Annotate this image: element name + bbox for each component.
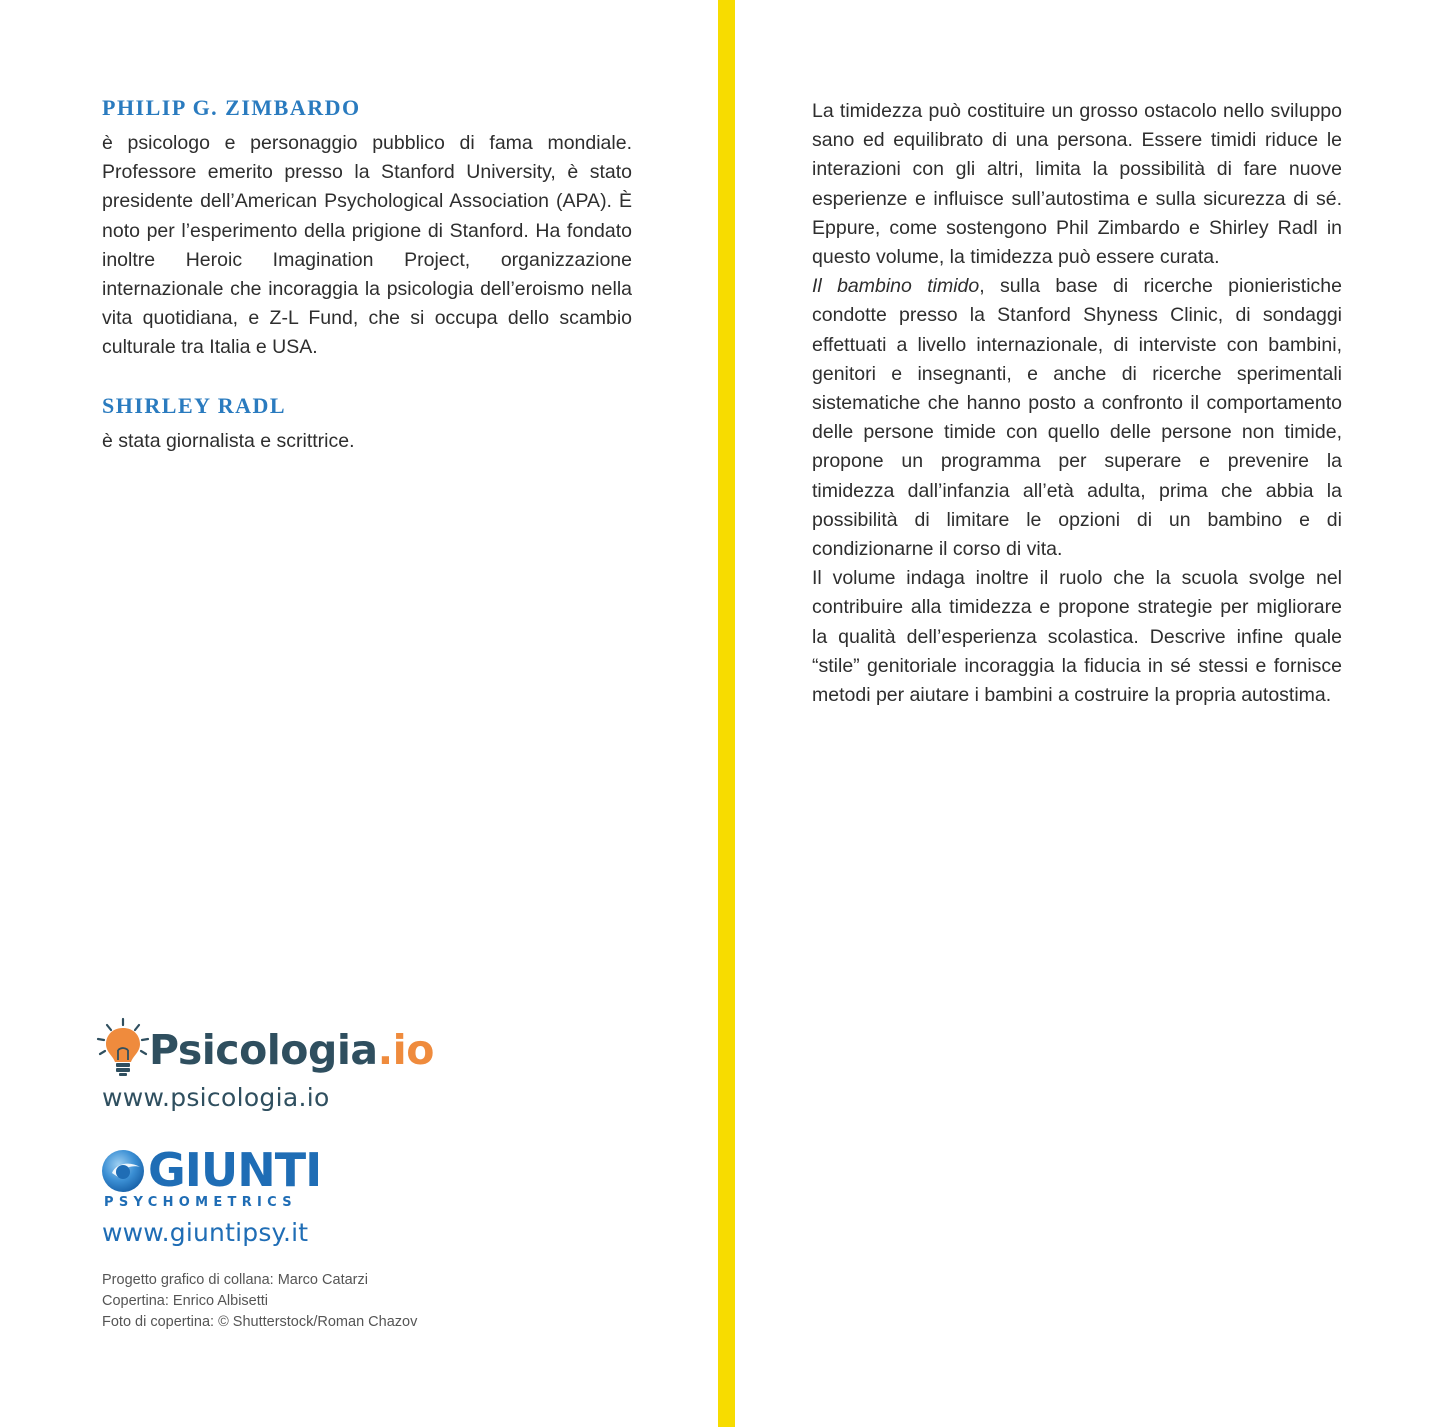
description-paragraph-1: La timidezza può costituire un grosso ostacolo nello sviluppo sano ed equilibrato di una persona. Essere timidi riduce le interazioni con gli altri, limita la possibilità di fare nuove esperienze e influisce sull’autostima e sulla sicurezza di sé. Eppure, come sostengono Phil Zimbardo e Shirley Radl in questo volume, la timidezza può essere curata. bbox=[812, 100, 1342, 269]
book-description bbox=[812, 97, 1342, 710]
yellow-divider bbox=[718, 0, 735, 1427]
book-title: Il bambino timido bbox=[812, 275, 980, 298]
giunti-subtitle: PSYCHOMETRICS bbox=[104, 1195, 297, 1210]
psicologia-url[interactable]: www.psicologia.io bbox=[102, 1083, 330, 1112]
description-paragraph-2 bbox=[812, 272, 1342, 564]
credits bbox=[102, 1270, 417, 1333]
giunti-url[interactable]: www.giuntipsy.it bbox=[102, 1218, 309, 1247]
credit-line: Foto di copertina: © Shutterstock/Roman Chazov bbox=[102, 1314, 418, 1330]
credit-line: Progetto grafico di collana: Marco Catarzi bbox=[102, 1272, 368, 1288]
giunti-wordmark: GIUNTI bbox=[148, 1143, 322, 1197]
author2-bio: è stata giornalista e scrittrice. bbox=[102, 429, 355, 452]
lightbulb-icon bbox=[94, 1016, 150, 1082]
globe-icon bbox=[100, 1147, 148, 1193]
author-bios bbox=[102, 95, 632, 456]
author2-name: SHIRLEY RADL bbox=[102, 392, 287, 418]
description-paragraph-3: Il volume indaga inoltre il ruolo che la scuola svolge nel contribuire alla timidezza e propone strategie per migliorare la qualità dell’esperienza scolastica. Descrive infine quale “stile” genitoriale incoraggia la fiducia in sé stessi e fornisce metodi per aiutare i bambini a costruire la propria autostima. bbox=[812, 567, 1342, 707]
psicologia-name: Psicologia bbox=[149, 1026, 378, 1074]
giunti-logo bbox=[100, 1143, 360, 1213]
psicologia-logo bbox=[94, 1016, 494, 1088]
author1-bio: è psicologo e personaggio pubblico di fama mondiale. Professore emerito presso la Stanford University, è stato presidente dell’American Psychological Association (APA). È noto per l’esperimento della prigione di Stanford. Ha fondato inoltre Heroic Imagination Project, organizzazione internazionale che incoraggia la psicologia dell’eroismo nella vita quotidiana, e Z-L Fund, che si occupa dello scambio culturale tra Italia e USA. bbox=[102, 132, 632, 359]
psicologia-tld: .io bbox=[377, 1026, 434, 1074]
credit-line: Copertina: Enrico Albisetti bbox=[102, 1293, 269, 1309]
author1-name: PHILIP G. ZIMBARDO bbox=[102, 95, 361, 120]
description-paragraph-2-text: , sulla base di ricerche pionieristiche condotte presso la Stanford Shyness Clinic, di sondaggi effettuati a livello internazionale, di interviste con bambini, genitori e insegnanti, e anche di ricerche sperimentali sistematiche che hanno posto a confronto il comportamento delle persone timide con quello delle persone non timide, propone un programma per superare e prevenire la timidezza dall’infanzia all’età adulta, prima che abbia la possibilità di limitare le opzioni di un bambino e di condizionarne il corso di vita. bbox=[812, 275, 1342, 561]
psicologia-wordmark bbox=[149, 1026, 434, 1074]
